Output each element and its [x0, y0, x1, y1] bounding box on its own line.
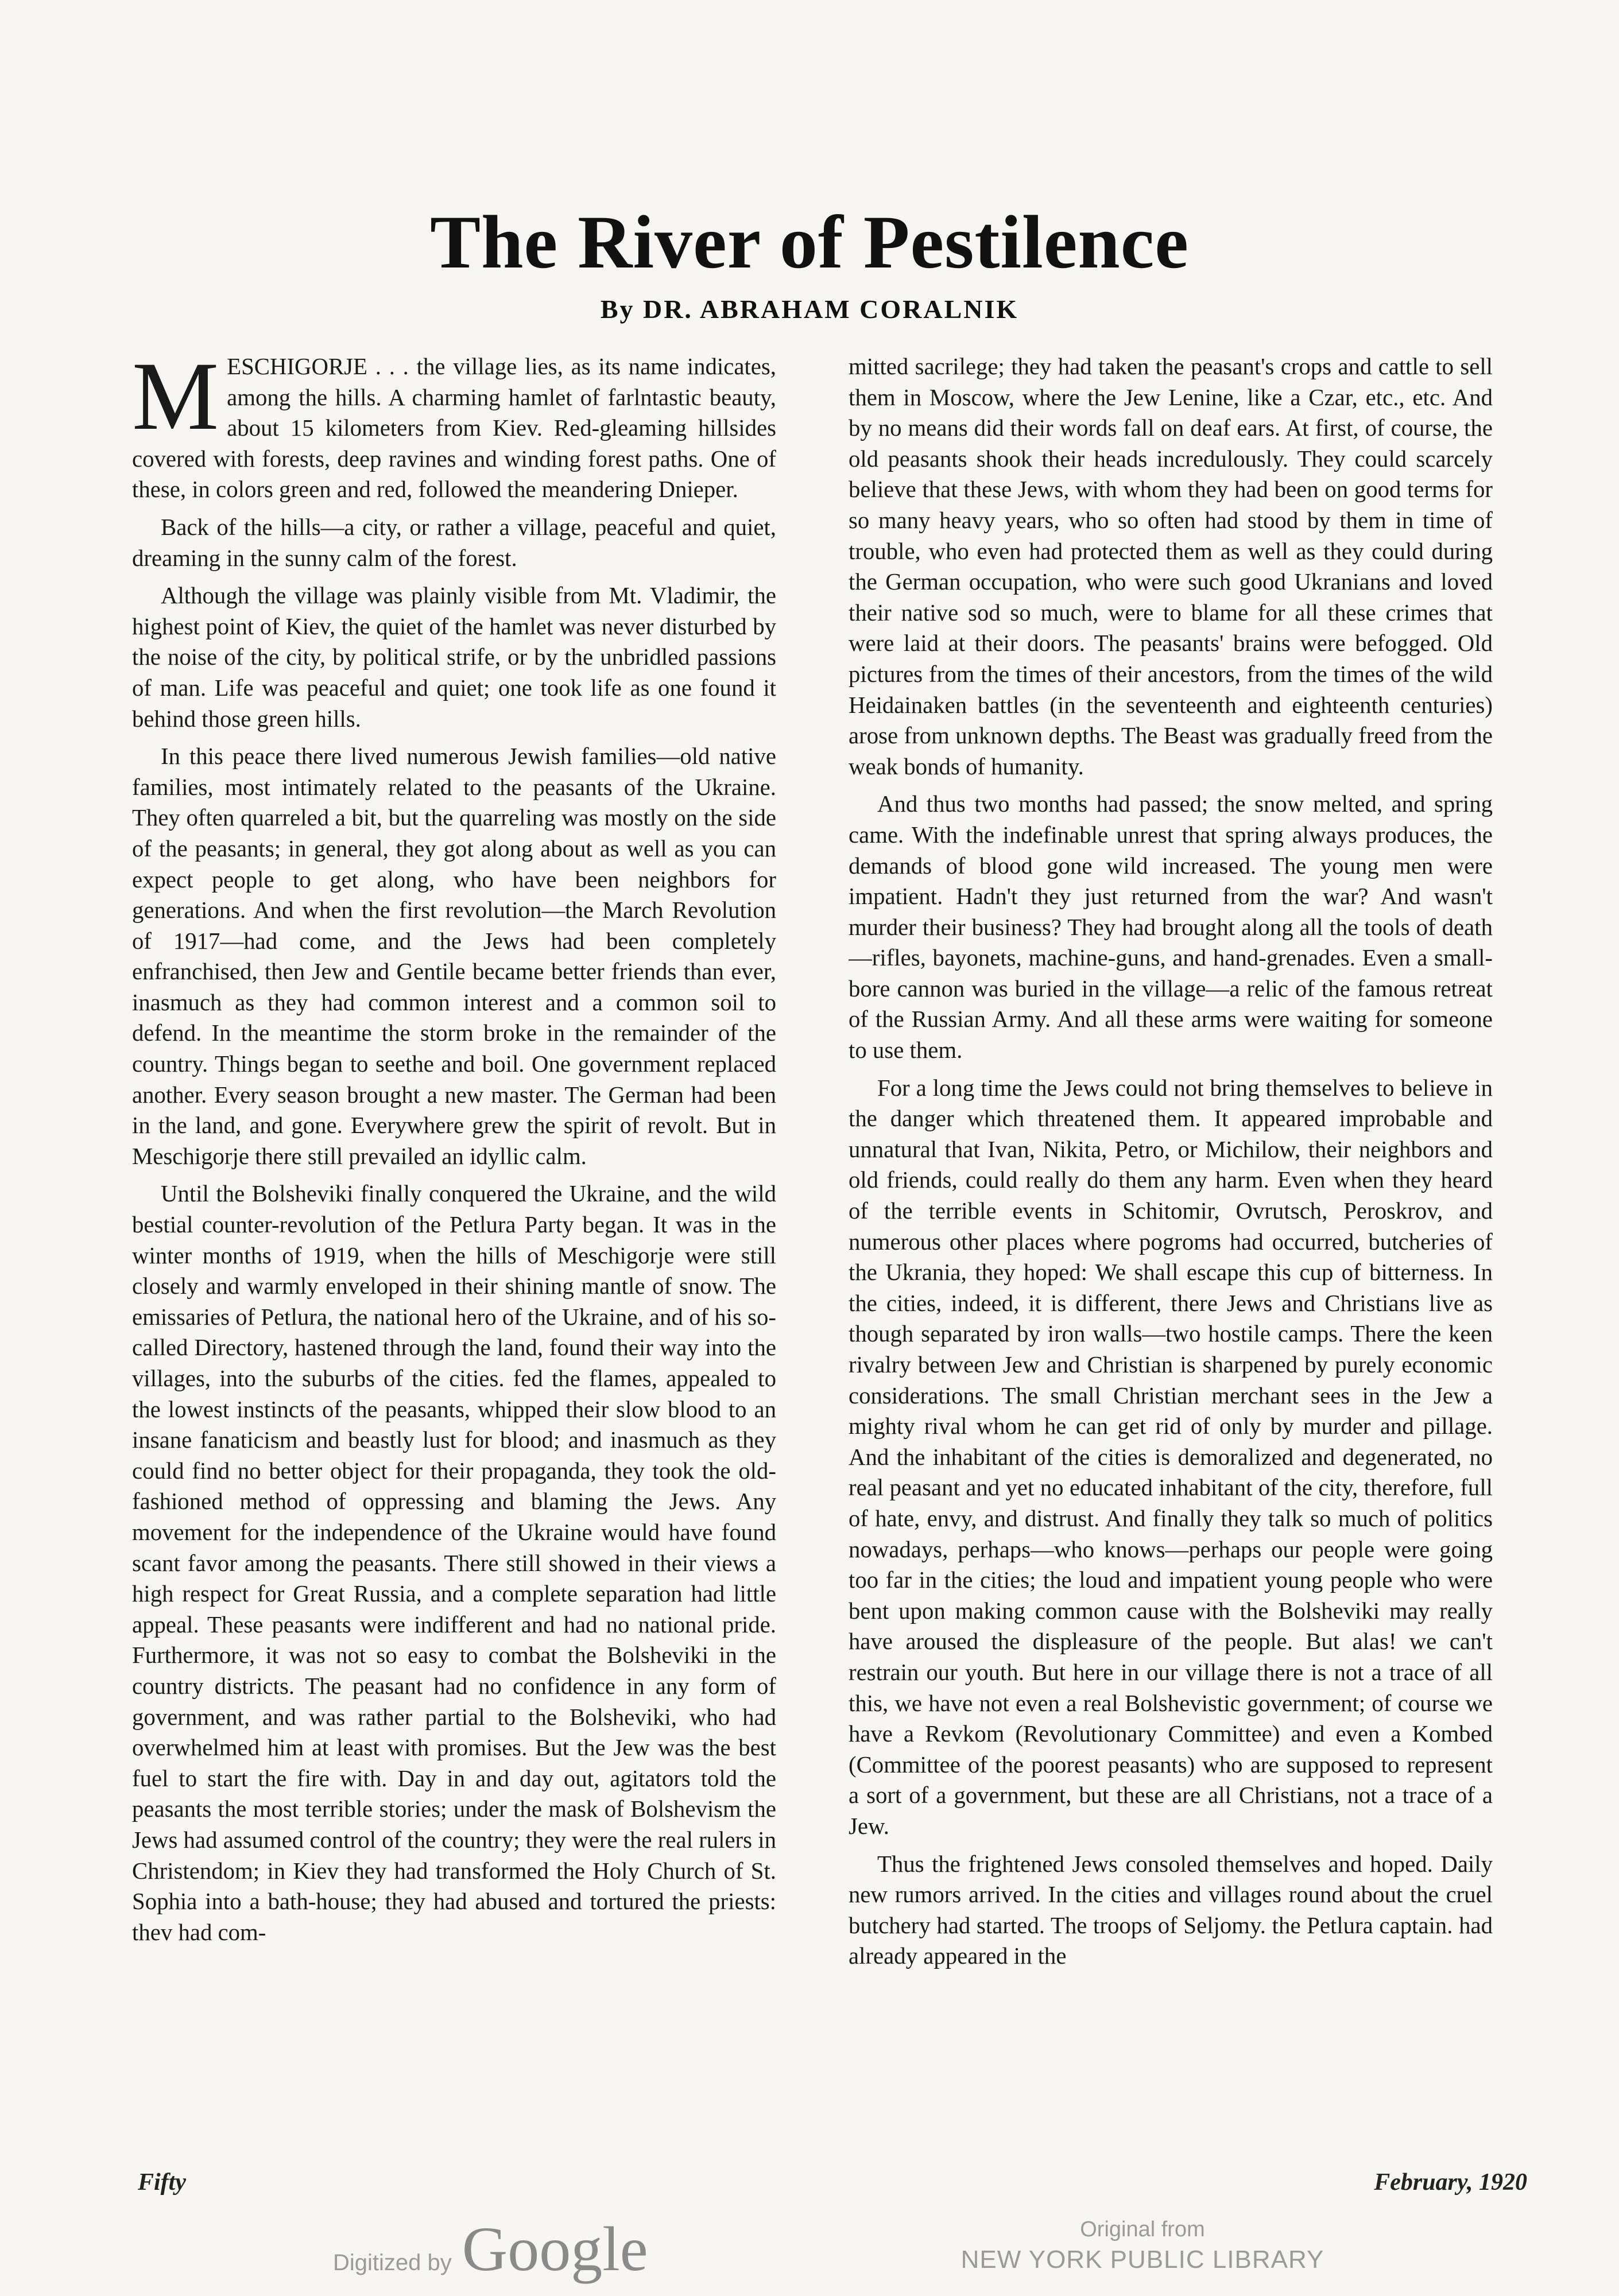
google-logo: Google	[462, 2214, 648, 2284]
paragraph: Although the village was plainly visible from Mt. Vladimir, the highest point of Kiev, the quiet of the hamlet was never disturbed by the noise of the city, by political strife, or by the unbridled passions of man. Life was peaceful and quiet; one took life as one found it behind those green hills.	[132, 583, 776, 732]
paragraph: For a long time the Jews could not bring themselves to believe in the danger which threatened them. It appeared improbable and unnatural that Ivan, Nikita, Petro, or Michilow, their neighbors and old friends, could really do them any harm. Even when they heard of the terrible events in Schitomir, Ovrutsch, Peroskrov, and numerous other places where pogroms had occurred, butcheries of the Ukrania, they hoped: We shall escape this cup of bitterness. In the cities, indeed, it is different, there Jews and Christians live as though separated by iron walls—two hostile camps. There the keen rivalry between Jew and Christian is sharpened by purely economic considerations. The small Christian merchant sees in the Jew a mighty rival whom he can get rid of only by murder and pillage. And the inhabitant of the cities is demoralized and degenerated, no real peasant and yet no educated inhabitant of the city, therefore, full of hate, envy, and distrust. And finally they talk so much of politics nowadays, perhaps—who knows—perhaps our people were going too far in the cities; the loud and impatient young people who were bent upon making common cause with the Bolsheviki may really have aroused the displeasure of the people. But alas! we can't restrain our youth. But here in our village there is not a trace of all this, we have not even a real Bolshevistic government; of course we have a Revkom (Revolutionary Committee) and even a Kombed (Committee of the poorest peasants) who are supposed to represent a sort of a government, but these are all Christians, not a trace of a Jew.	[849, 1075, 1493, 1839]
paragraph: MESCHIGORJE . . . the village lies, as its name indicates, among the hills. A charming hamlet of farlntastic beauty, about 15 kilometers from Kiev. Red-gleaming hillsides covered with forests, deep ravines and winding forest paths. One of these, in colors green and red, followed the meandering Dnieper.	[132, 351, 776, 503]
library-watermark	[942, 2216, 1343, 2276]
left-column	[132, 351, 776, 2119]
right-column	[849, 351, 1493, 2119]
paragraph: Back of the hills—a city, or rather a village, peaceful and quiet, dreaming in the sunny calm of the forest.	[132, 514, 776, 571]
paragraph: Thus the frightened Jews consoled themselves and hoped. Daily new rumors arrived. In the cities and villages round about the cruel butchery had started. The troops of Seljomy. the Petlura captain. had already appeared in the	[849, 1851, 1493, 1969]
original-from-label: Original from	[1080, 2217, 1205, 2241]
drop-cap: M	[132, 351, 219, 450]
library-name: NEW YORK PUBLIC LIBRARY	[960, 2245, 1324, 2274]
paragraph: Until the Bolsheviki finally conquered the Ukraine, and the wild bestial counter-revolution of the Petlura Party began. It was in the winter months of 1919, when the hills of Meschigorje were still closely and warmly enveloped in their shining mantle of snow. The emissaries of Petlura, the national hero of the Ukraine, and of his so-called Directory, hastened through the land, found their way into the villages, into the suburbs of the cities. fed the flames, appealed to the lowest instincts of the peasants, whipped their slow blood to an insane fanaticism and beastly lust for blood; and inasmuch as they could find no better object for their propaganda, they took the old-fashioned method of oppressing and blaming the Jews. Any movement for the independence of the Ukraine would have found scant favor among the peasants. There still showed in their views a high respect for Great Russia, and a complete separation had little appeal. These peasants were indifferent and had no national pride. Furthermore, it was not so easy to combat the Bolsheviki in the country districts. The peasant had no confidence in any form of government, and was rather partial to the Bolsheviki, who had overwhelmed him at least with promises. But the Jew was the best fuel to start the fire with. Day in and day out, agitators told the peasants the most terrible stories; under the mask of Bolshevism the Jews had assumed control of the country; they were the real rulers in Christendom; in Kiev they had transformed the Holy Church of St. Sophia into a bath-house; they had abused and tortured the priests: thev had com-	[132, 1181, 776, 1945]
paragraph: In this peace there lived numerous Jewish families—old native families, most intimately related to the peasants of the Ukraine. They often quarreled a bit, but the quarreling was mostly on the side of the peasants; in general, they got along about as well as you can expect people to get along, who have been neighbors for generations. And when the first revolution—the March Revolution of 1917—had come, and the Jews had been completely enfranchised, then Jew and Gentile became better friends than ever, inasmuch as they had common interest and a common soil to defend. In the meantime the storm broke in the remainder of the country. Things began to seethe and boil. One government replaced another. Every season brought a new master. The German had been in the land, and gone. Everywhere grew the spirit of revolt. But in Meschigorje there still prevailed an idyllic calm.	[132, 743, 776, 1169]
issue-date: February, 1920	[1374, 2169, 1527, 2196]
paragraph: mitted sacrilege; they had taken the peasant's crops and cattle to sell them in Moscow, where the Jew Lenine, like a Czar, etc., etc. And by no means did their words fall on deaf ears. At first, of course, the old peasants shook their heads incredulously. They could scarcely believe that these Jews, with whom they had been on good terms for so many heavy years, who so often had stood by them in time of trouble, who even had protected them as well as they could during the German occupation, who were such good Ukranians and loved their native sod so much, were to blame for all these crimes that were laid at their doors. The peasants' brains were befogged. Old pictures from the times of their ancestors, from the times of the wild Heidainaken battles (in the seventeenth and eighteenth centuries) arose from unknown depths. The Beast was gradually freed from the weak bonds of humanity.	[849, 354, 1493, 779]
paragraph: And thus two months had passed; the snow melted, and spring came. With the indefinable unrest that spring always produces, the demands of blood gone wild increased. The young men were impatient. Hadn't they just returned from the war? And wasn't murder their business? They had brought along all the tools of death—rifles, bayonets, machine-guns, and hand-grenades. Even a small-bore cannon was buried in the village—a relic of the famous retreat of the Russian Army. And all these arms were waiting for someone to use them.	[849, 791, 1493, 1064]
page-number: Fifty	[138, 2169, 186, 2196]
digitized-by-watermark	[333, 2213, 648, 2286]
article-byline: By DR. ABRAHAM CORALNIK	[600, 294, 1019, 324]
digitized-by-label: Digitized by	[333, 2250, 452, 2275]
article-title: The River of Pestilence	[430, 200, 1189, 284]
